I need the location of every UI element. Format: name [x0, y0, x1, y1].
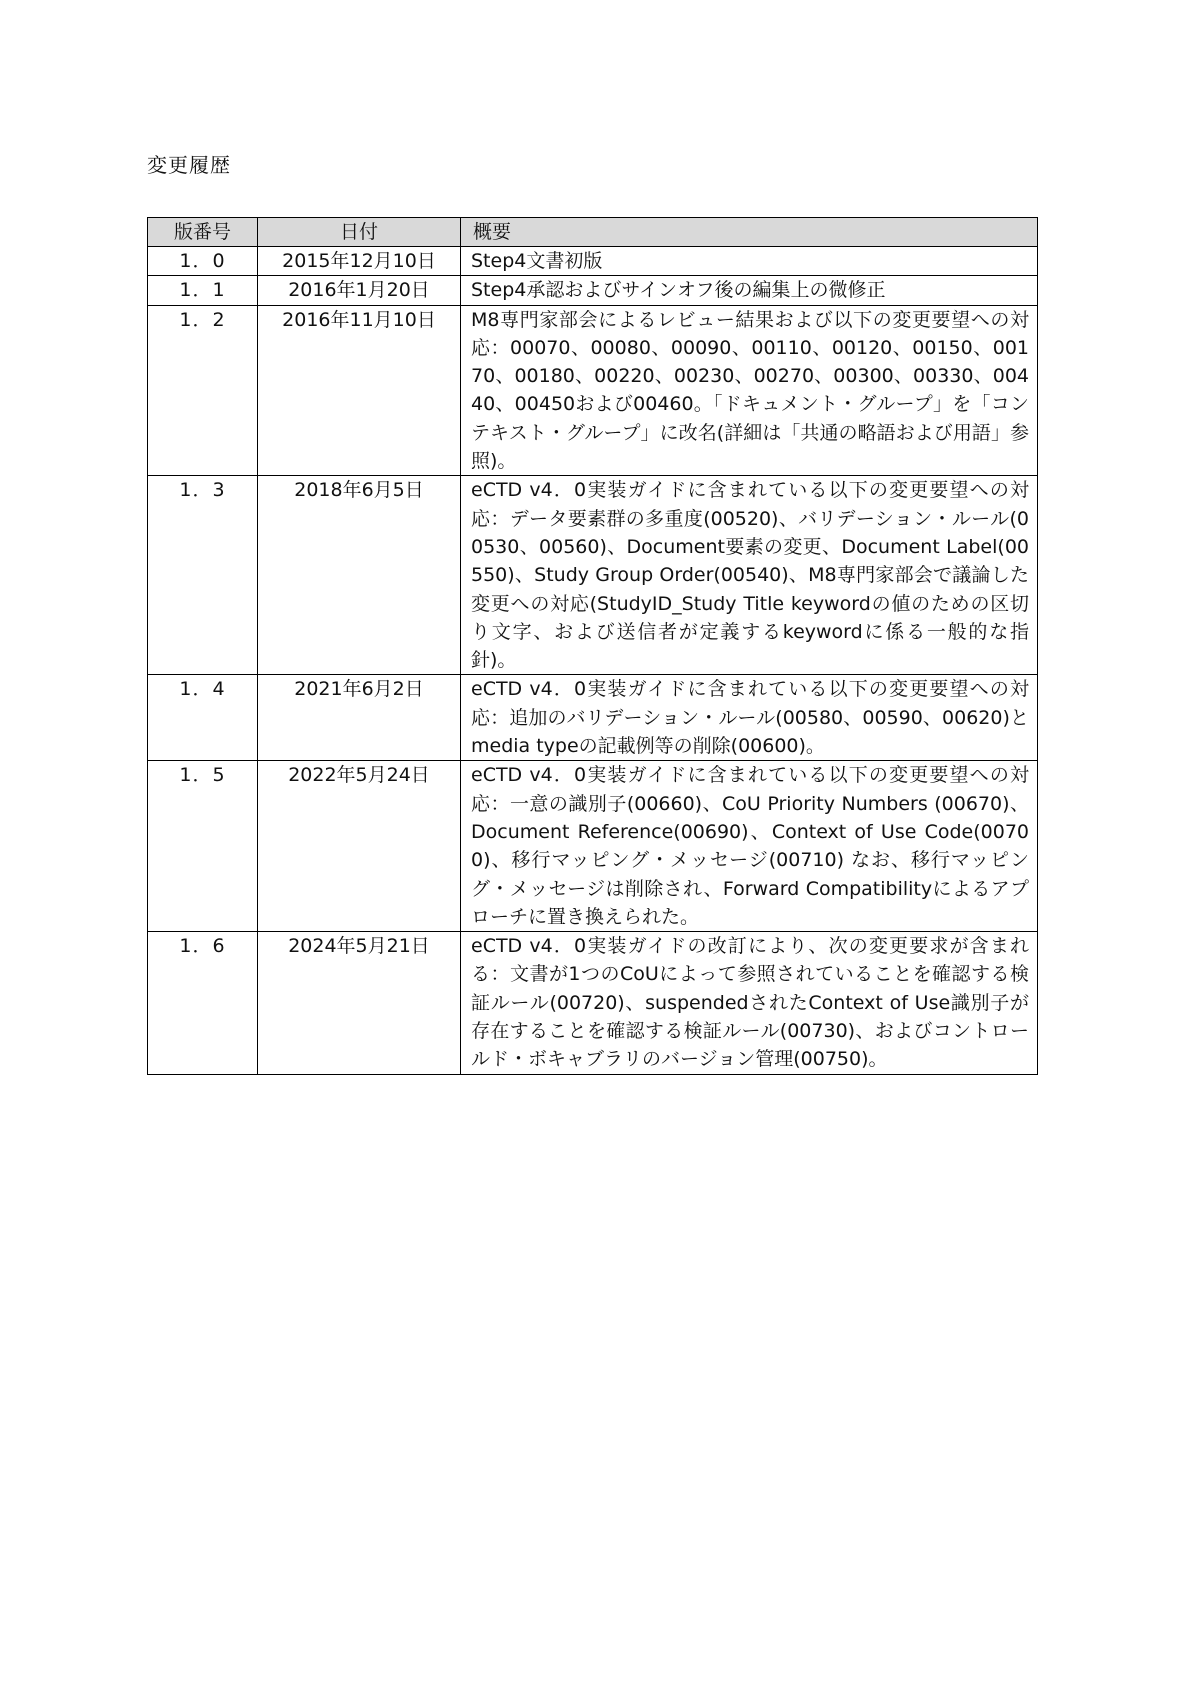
table-body: [148, 247, 1038, 1075]
date-cell: 2016年1月20日: [258, 276, 461, 305]
version-cell: 1．2: [148, 305, 258, 476]
date-cell: 2021年6月2日: [258, 675, 461, 761]
table-row: [148, 247, 1038, 276]
summary-cell: Step4承認およびサインオフ後の編集上の微修正: [461, 276, 1038, 305]
version-cell: 1．5: [148, 761, 258, 932]
summary-cell: eCTD v4．0実装ガイドの改訂により、次の変更要求が含まれる：文書が1つのCoUによって参照されていることを確認する検証ルール(00720)、suspendedされたContext of Use識別子が存在することを確認する検証ルール(00730)、およびコントロールド・ボキャブラリのバージョン管理(00750)。: [461, 932, 1038, 1074]
table-row: [148, 305, 1038, 476]
summary-cell: M8専門家部会によるレビュー結果および以下の変更要望への対応：00070、00080、00090、00110、00120、00150、00170、00180、00220、00230、00270、00300、00330、00440、00450および00460。「ドキュメント・グループ」を「コンテキスト・グループ」に改名(詳細は「共通の略語および用語」参照)。: [461, 305, 1038, 476]
date-cell: 2015年12月10日: [258, 247, 461, 276]
date-cell: 2016年11月10日: [258, 305, 461, 476]
summary-cell: Step4文書初版: [461, 247, 1038, 276]
header-version: 版番号: [148, 218, 258, 247]
date-cell: 2024年5月21日: [258, 932, 461, 1074]
version-cell: 1．4: [148, 675, 258, 761]
version-cell: 1．6: [148, 932, 258, 1074]
version-cell: 1．1: [148, 276, 258, 305]
table-row: [148, 761, 1038, 932]
header-row: [148, 218, 1038, 247]
table-header: [148, 218, 1038, 247]
header-date: 日付: [258, 218, 461, 247]
change-history-table: [147, 217, 1038, 1075]
version-cell: 1．3: [148, 476, 258, 675]
summary-cell: eCTD v4．0実装ガイドに含まれている以下の変更要望への対応：一意の識別子(00660)、CoU Priority Numbers (00670)、Document Reference(00690)、Context of Use Code(00700)、移行マッピング・メッセージ(00710) なお、移行マッピング・メッセージは削除され、Forward Compatibilityによるアプローチに置き換えられた。: [461, 761, 1038, 932]
table-row: [148, 932, 1038, 1074]
header-summary: 概要: [461, 218, 1038, 247]
summary-cell: eCTD v4．0実装ガイドに含まれている以下の変更要望への対応：データ要素群の多重度(00520)、バリデーション・ルール(00530、00560)、Document要素の変更、Document Label(00550)、Study Group Order(00540)、M8専門家部会で議論した変更への対応(StudyID_Study Title keywordの値のための区切り文字、および送信者が定義するkeywordに係る一般的な指針)。: [461, 476, 1038, 675]
table-row: [148, 675, 1038, 761]
page-title: 変更履歴: [147, 153, 231, 177]
date-cell: 2022年5月24日: [258, 761, 461, 932]
table-row: [148, 476, 1038, 675]
version-cell: 1．0: [148, 247, 258, 276]
summary-cell: eCTD v4．0実装ガイドに含まれている以下の変更要望への対応：追加のバリデーション・ルール(00580、00590、00620)とmedia typeの記載例等の削除(00600)。: [461, 675, 1038, 761]
table-row: [148, 276, 1038, 305]
date-cell: 2018年6月5日: [258, 476, 461, 675]
